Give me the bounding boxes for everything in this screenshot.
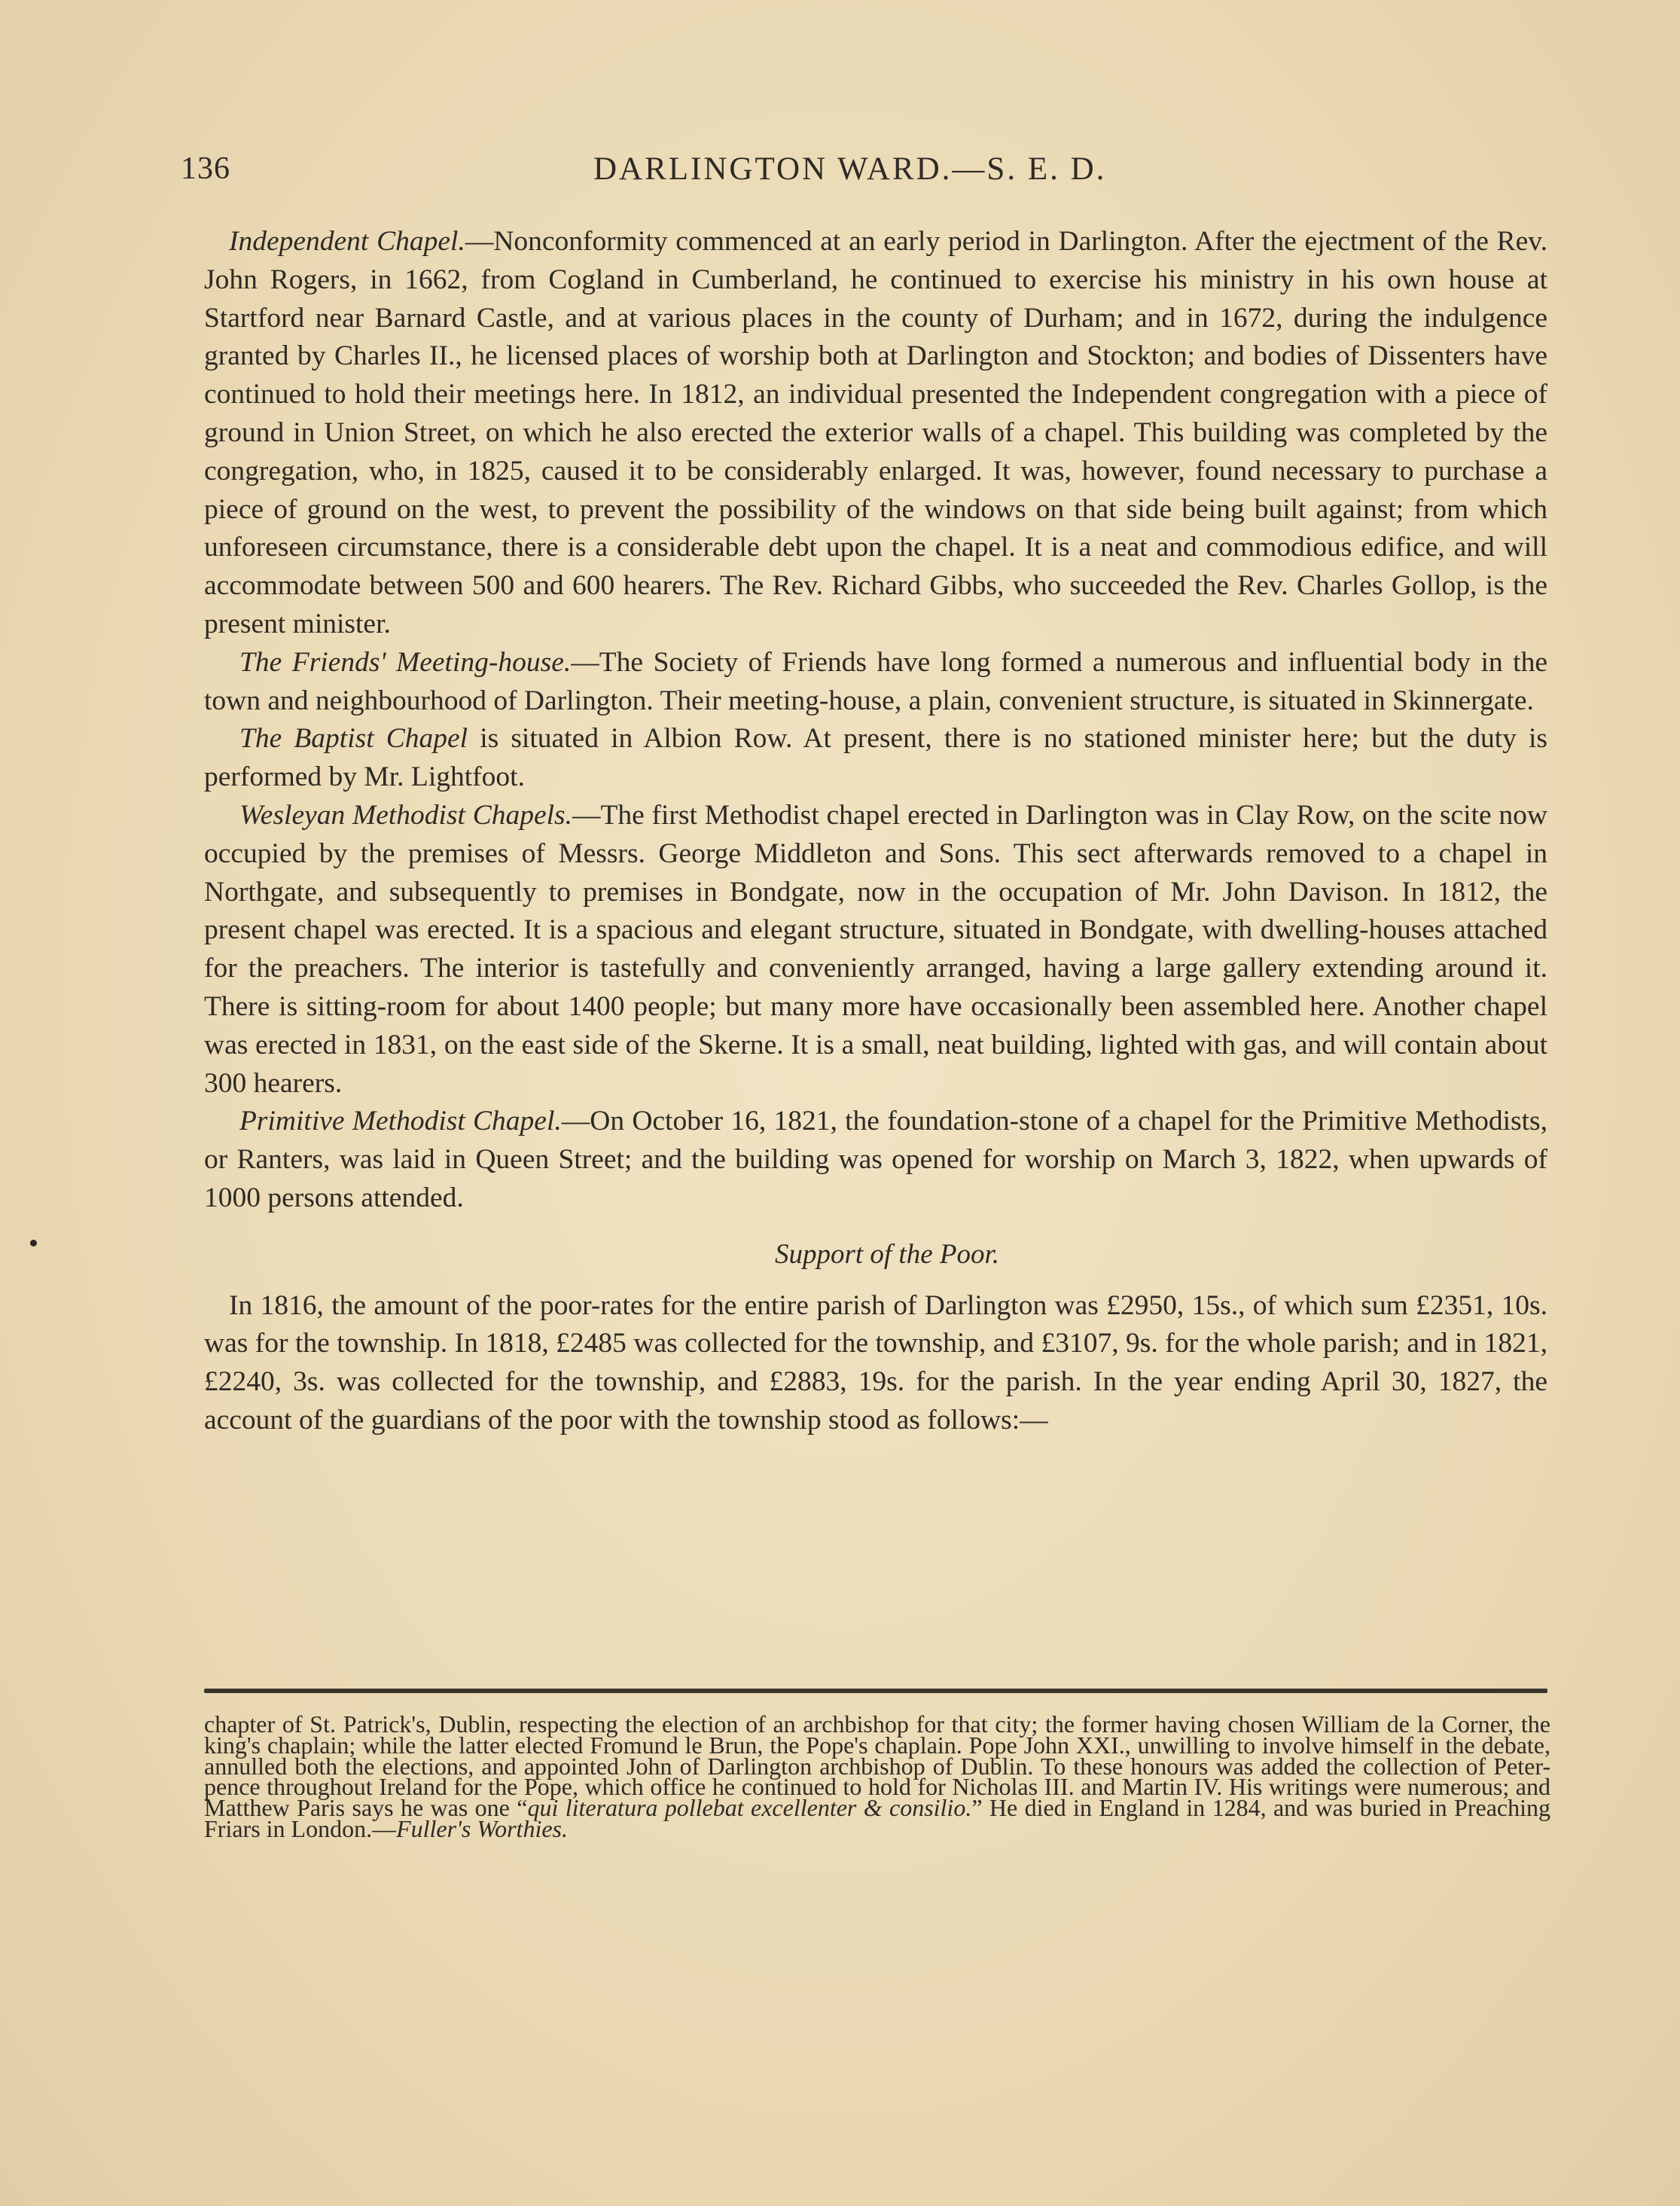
paragraph-support-of-poor: In 1816, the amount of the poor-rates for the entire parish of Darlington was £2950, 15s., of which sum £2351, 10s. was for the township. In 1818, £2485 was collected for the township, and £3107, 9s. for the whole parish; and in 1821, £2240, 3s. was collected for the township, and £2883, 19s. for the parish. In the year ending April 30, 1827, the account of the guardians of the poor with the township stood as follows:— [204, 1289, 1547, 1436]
page-number: 136 [181, 151, 230, 186]
paragraph-baptist-chapel [204, 720, 1547, 797]
paragraph-wesleyan-methodist [204, 797, 1547, 1103]
paragraph-friends-meeting-house [204, 644, 1547, 721]
paragraph-primitive-methodist [204, 1103, 1547, 1217]
page-header [181, 151, 1536, 196]
paragraph-title: Primitive Methodist Chapel. [239, 1106, 562, 1137]
paragraph-text: is situated in Albion Row. At present, there is no stationed minister here; but the duty is performed by Mr. Lightfoot. [204, 723, 1547, 793]
main-text [204, 223, 1547, 1440]
footnote-quote: qui literatura pollebat excellenter & consilio. [527, 1794, 972, 1822]
paragraph-title: The Friends' Meeting-house. [239, 646, 572, 678]
running-head: DARLINGTON WARD.—S. E. D. [593, 151, 1107, 187]
footnote-source: Fuller's Worthies. [396, 1814, 568, 1842]
paragraph-title: The Baptist Chapel [239, 723, 468, 755]
footnote-text [204, 1710, 1551, 1842]
paragraph-title: Wesleyan Methodist Chapels. [239, 799, 572, 831]
paragraph-text: —The first Methodist chapel erected in Darlington was in Clay Row, on the scite now occupied by the premises of Messrs. George Middleton and Sons. This sect afterwards removed to a chapel in Northgate, and subsequently to premises in Bondgate, now in the occupation of Mr. John Davison. In 1812, the present chapel was erected. It is a spacious and elegant structure, situated in Bondgate, with dwelling-houses attached for the preachers. The interior is tastefully and conveniently arranged, having a large gallery extending around it. There is sitting-room for about 1400 people; but many more have occasionally been assembled here. Another chapel was erected in 1831, on the east side of the Skerne. It is a small, neat building, lighted with gas, and will contain about 300 hearers. [204, 799, 1547, 1099]
footnote-text-middle: ” He died in England in 1284, and was buried in Preaching Friars in London.— [204, 1794, 1551, 1842]
footnote [204, 1710, 1551, 1842]
paragraph-text: —On October 16, 1821, the foundation-stone of a chapel for the Primitive Methodists, or Ranters, was laid in Queen Street; and the building was opened for worship on March 3, 1822, when upwards of 1000 persons attended. [204, 1106, 1547, 1213]
paragraph-title: Independent Chapel. [229, 226, 465, 257]
paragraph-text: —Nonconformity commenced at an early period in Darlington. After the ejectment of the Rev. John Rogers, in 1662, from Cogland in Cumberland, he continued to exercise his ministry in his own house at Startford near Barnard Castle, and at various places in the county of Durham; and in 1672, during the indulgence granted by Charles II., he licensed places of worship both at Darlington and Stockton; and bodies of Dissenters have continued to hold their meetings here. In 1812, an individual presented the Independent congregation with a piece of ground in Union Street, on which he also erected the exterior walls of a chapel. This building was completed by the congregation, who, in 1825, caused it to be considerably enlarged. It was, however, found necessary to purchase a piece of ground on the west, to prevent the possibility of the windows on that side being built against; from which unforeseen circumstance, there is a considerable debt upon the chapel. It is a neat and commodious edifice, and will accommodate between 500 and 600 hearers. The Rev. Richard Gibbs, who succeeded the Rev. Charles Gollop, is the present minister. [204, 226, 1547, 639]
footnote-text-before: chapter of St. Patrick's, Dublin, respecting the election of an archbishop for that city; the former having chosen William de la Corner, the king's chaplain; while the latter elected Fromund le Brun, the Pope's chaplain. Pope John XXI., unwilling to involve himself in the debate, annulled both the elections, and appointed John of Darlington archbishop of Dublin. To these honours was added the collection of Peter-pence throughout Ireland for the Pope, which office he continued to hold for Nicholas III. and Martin IV. His writings were numerous; and Matthew Paris says he was one “ [204, 1710, 1550, 1822]
ink-speck [30, 1240, 37, 1246]
section-heading: Support of the Poor. [774, 1238, 1000, 1270]
footnote-divider [204, 1689, 1547, 1693]
paragraph-text: —The Society of Friends have long formed a numerous and influential body in the town and neighbourhood of Darlington. Their meeting-house, a plain, convenient structure, is situated in Skinnergate. [204, 646, 1547, 716]
paragraph-independent-chapel [204, 223, 1547, 644]
